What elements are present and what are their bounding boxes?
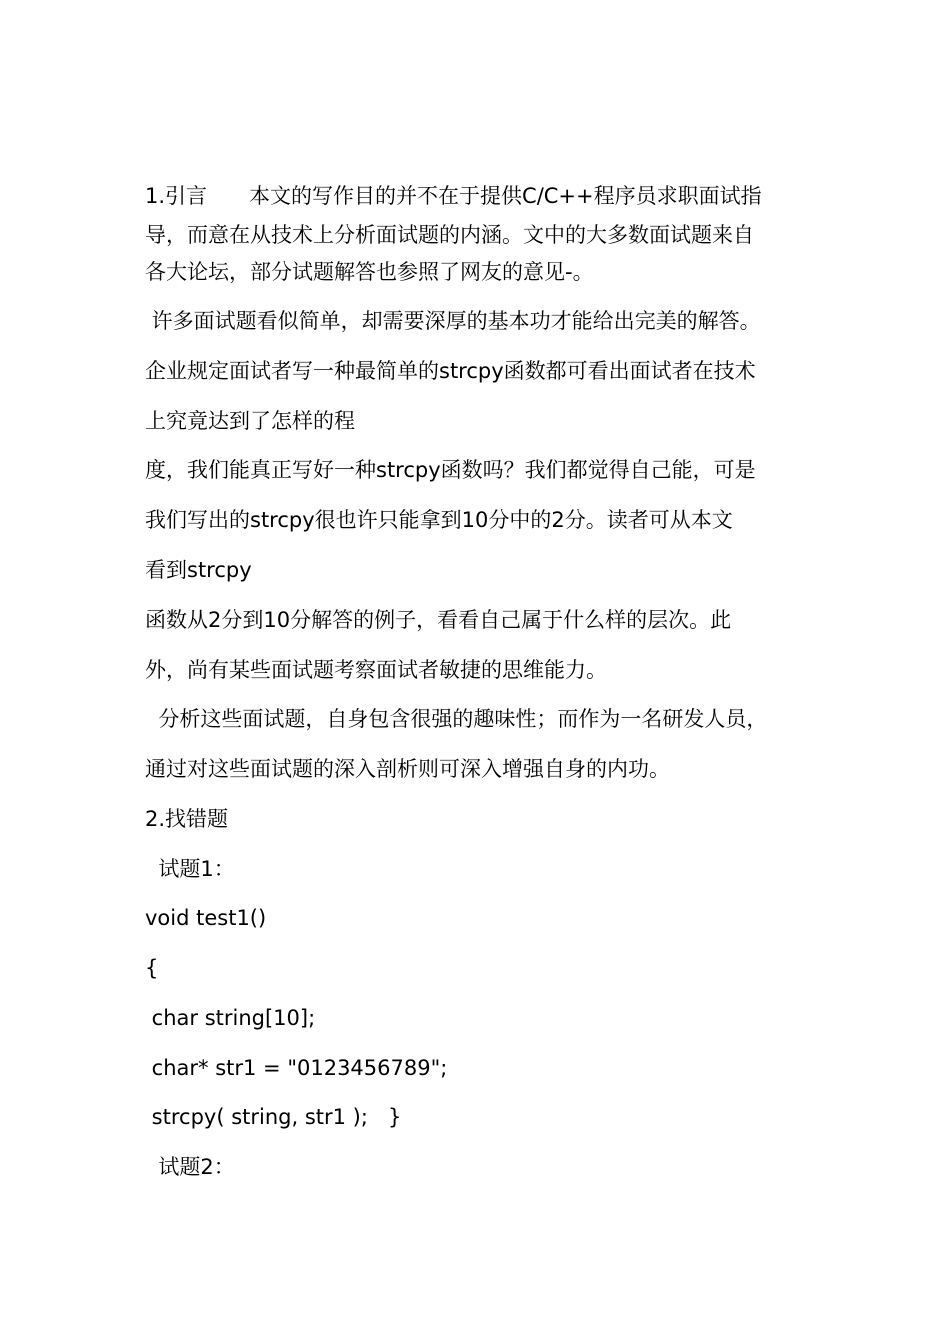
text-line: 上究竟达到了怎样的程 <box>145 409 355 433</box>
code-line: { <box>145 956 159 980</box>
text-line: 度，我们能真正写好一种strcpy函数吗？我们都觉得自己能，可是 <box>145 458 756 482</box>
code-line: char* str1 = "0123456789"; <box>145 1056 448 1080</box>
text-line: 分析这些面试题，自身包含很强的趣味性；而作为一名研发人员， <box>145 707 768 731</box>
text-line: 我们写出的strcpy很也许只能拿到10分中的2分。读者可从本文 <box>145 508 733 532</box>
section-heading: 2.找错题 <box>145 807 229 831</box>
text-line: 外，尚有某些面试题考察面试者敏捷的思维能力。 <box>145 658 607 682</box>
text-line: 导，而意在从技术上分析面试题的内涵。文中的大多数面试题来自 <box>145 223 754 247</box>
code-line: void test1() <box>145 906 267 930</box>
text-line: 看到strcpy <box>145 558 252 582</box>
text-line: 1.引言 本文的写作目的并不在于提供C/C++程序员求职面试指 <box>145 184 762 208</box>
question-label: 试题1： <box>145 857 235 881</box>
text-line: 各大论坛，部分试题解答也参照了网友的意见-。 <box>145 260 594 284</box>
text-line: 许多面试题看似简单，却需要深厚的基本功才能给出完美的解答。 <box>145 309 761 333</box>
text-line: 通过对这些面试题的深入剖析则可深入增强自身的内功。 <box>145 757 670 781</box>
question-label: 试题2： <box>145 1155 235 1179</box>
text-line: 函数从2分到10分解答的例子，看看自己属于什么样的层次。此 <box>145 608 732 632</box>
text-line: 企业规定面试者写一种最简单的strcpy函数都可看出面试者在技术 <box>145 359 756 383</box>
code-line: char string[10]; <box>145 1006 316 1030</box>
code-line: strcpy( string, str1 ); } <box>145 1105 402 1129</box>
